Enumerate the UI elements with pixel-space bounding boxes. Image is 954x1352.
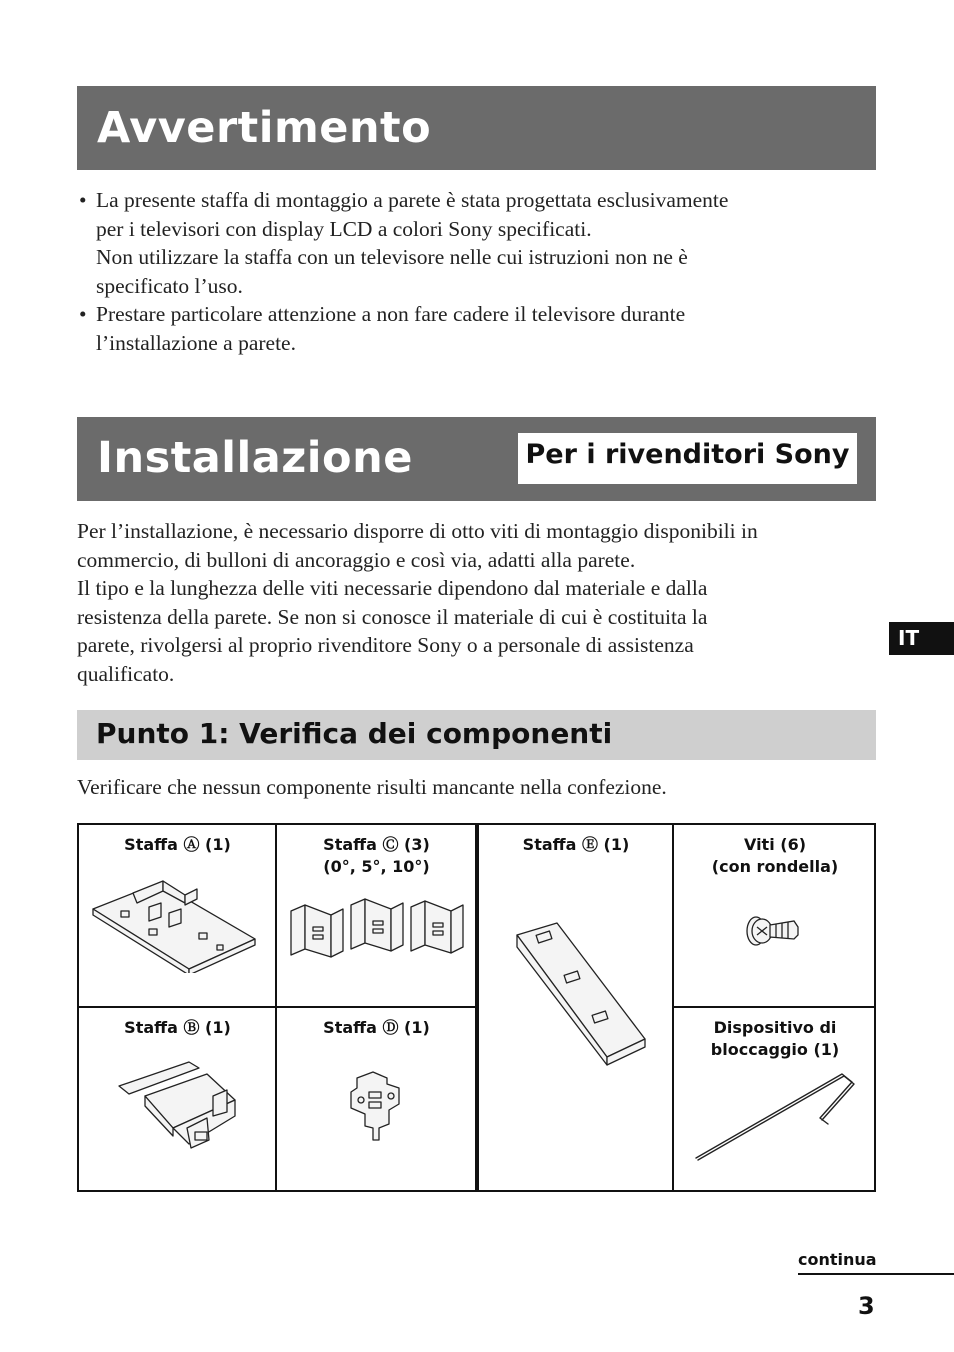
- language-tab: IT: [889, 622, 954, 655]
- screw-icon: [744, 907, 804, 953]
- warning-list: [77, 186, 877, 357]
- paragraph-line: Il tipo e la lunghezza delle viti necessarie dipendono dal materiale e dalla: [77, 576, 708, 600]
- warning-item: [77, 300, 877, 357]
- warning-line: specificato l’uso.: [96, 273, 243, 298]
- warning-item: [77, 186, 877, 300]
- warning-line: per i televisori con display LCD a colori Sony specificati.: [96, 216, 592, 241]
- warning-line: l’installazione a parete.: [96, 330, 296, 355]
- component-staffa-c: [277, 825, 476, 1007]
- component-label: Staffa Ⓑ (1): [124, 1018, 231, 1037]
- paragraph-line: commercio, di bulloni di ancoraggio e così via, adatti alla parete.: [77, 547, 636, 572]
- component-viti: [674, 825, 876, 1007]
- bullet-mark: •: [79, 302, 87, 326]
- page-number: 3: [858, 1292, 875, 1320]
- continua-rule: [798, 1273, 954, 1275]
- component-label: Viti (6) (con rondella): [711, 835, 839, 876]
- component-label: Staffa Ⓓ (1): [323, 1018, 430, 1037]
- continua-label: continua: [798, 1250, 877, 1269]
- installation-banner: [77, 417, 876, 501]
- warning-line: La presente staffa di montaggio a parete è stata progettata esclusivamente: [96, 188, 729, 212]
- warning-line: Non utilizzare la staffa con un televisore nelle cui istruzioni non ne è: [96, 245, 688, 269]
- installation-paragraph: [77, 517, 877, 688]
- paragraph-line: qualificato.: [77, 661, 175, 686]
- component-label: Staffa Ⓔ (1): [522, 835, 630, 854]
- component-label: Staffa Ⓐ (1): [124, 835, 231, 854]
- component-label: Staffa Ⓒ (3) (0°, 5°, 10°): [323, 835, 430, 876]
- warning-banner: [77, 86, 876, 170]
- warning-line: Prestare particolare attenzione a non fare cadere il televisore durante: [96, 302, 686, 326]
- warning-title: Avvertimento: [97, 103, 432, 153]
- paragraph-line: parete, rivolgersi al proprio rivenditore Sony o a personale di assistenza: [77, 633, 694, 657]
- bracket-a-icon: [89, 877, 259, 973]
- paragraph-line: resistenza della parete. Se non si conosce il materiale di cui è costituita la: [77, 604, 708, 629]
- bracket-c-icon: [285, 893, 469, 977]
- dealer-badge: Per i rivenditori Sony: [518, 433, 857, 484]
- bracket-d-icon: [343, 1068, 413, 1144]
- bracket-b-icon: [115, 1056, 245, 1156]
- installation-title: Installazione: [97, 433, 413, 483]
- step1-instruction: Verificare che nessun componente risulti mancante nella confezione.: [77, 775, 667, 799]
- components-table: [77, 823, 876, 1192]
- locking-pin-icon: [692, 1070, 858, 1164]
- bracket-e-icon: [509, 917, 659, 1067]
- component-staffa-d: [277, 1008, 476, 1190]
- component-staffa-a: [79, 825, 276, 1007]
- step1-title: Punto 1: Verifica dei componenti: [96, 717, 613, 750]
- bullet-mark: •: [79, 188, 87, 212]
- component-label: Dispositivo di bloccaggio (1): [710, 1018, 840, 1059]
- paragraph-line: Per l’installazione, è necessario disporre di otto viti di montaggio disponibili in: [77, 519, 758, 543]
- component-staffa-e: [479, 825, 673, 1190]
- step1-bar: [77, 710, 876, 760]
- component-dispositivo: [674, 1008, 876, 1190]
- component-staffa-b: [79, 1008, 276, 1190]
